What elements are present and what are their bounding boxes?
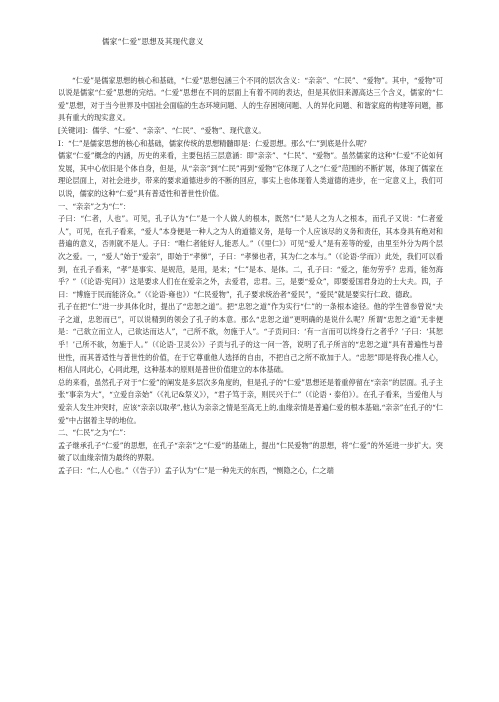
paragraph-abstract: “仁爱”是儒家思想的核心和基础，“仁爱”思想包涵三个不同的层次含义：“亲亲”、“仁民”、“爱物”。其中，“爱物”可以说是儒家“仁爱”思想的完结。“仁爱”思想在不同的层面上有着不同的表达，但是其依旧来源高达三个含义，儒家的“仁爱”思想，对于当今世界及中国社会面临的生态环境问题、人的生存困境问题、人的异化问题、和谐家庭的构建等问题，都具有重大的现实意义。	[58, 75, 443, 123]
paragraph-confucius-ren: 子曰：“仁者，人也”。可见，孔子认为“仁”是一个人做人的根本，既然“仁”是人之为人之根本，而孔子又说：“仁者爱人”，可见，在孔子看来，“爱人”本身便是一种人之为人的道德义务，是每一个人应该尽的义务和责任，其本身具有绝对和普遍的意义，否则就不是人。子曰：“唯仁者能好人,能恶人。”（《里仁》）可见“爱人”是有差等的爱，由里至外分为两个层次之爱。一，“爱人”始于“爱亲”，即始于“孝悌”，子曰：“孝悌也者，其为仁之本与。”（《论语·学而》）此处，我们可以看到，在孔子看来，“孝”是事实、是规范，是用，是末；“仁”是本、是体。二，孔子曰：“爱之，能勿劳乎？忠焉，能勿海乎？”（《论语·宪问》）这是要求人们在在爱亲之外，去爱君，忠君。三，是要“爱众”，即要爱国君身边的士大夫。四，子曰：“博施于民而能济众。”（《论语·雍也》）“仁民爱物”，孔子要求统治者“爱民”，“爱民”就是要实行仁政、德政。	[58, 214, 443, 299]
section-heading-renmin: 二、“仁民”之为“仁”：	[58, 428, 131, 438]
document-title: 儒家“仁爱”思想及其现代意义	[102, 37, 204, 46]
paragraph-mencius-quote: 孟子曰：“仁,人心也。”（《告子》）孟子认为“仁”是一种先天的东西，“恻隐之心，仁之端	[58, 466, 334, 475]
paragraph-keywords: [关键词]：儒学、“仁爱”、“亲亲”、“仁民”、“爱物”、现代意义。	[58, 125, 266, 135]
paragraph-overview: 儒家“仁爱”概念的内涵，历史的来看，主要包括三层意涵：即“亲亲”、“仁民”、“爱物”。虽然儒家的这种“仁爱”不论如何发展，其中心依旧是个体自身，但是，从“亲亲”到“仁民”再到“爱物”它体现了人之“仁爱”范围的不断扩展，体现了儒家在理论层面上，对社会进步，带来的要求道德进步的不断的回应，事实上也体现着人类道德的进步，在一定意义上，我们可以说，儒家的这种“仁爱”具有普适性和普世性价值。	[58, 151, 443, 198]
paragraph-zhongshu: 孔子在把“仁”进一步具体化时，提出了“忠恕之道”。把“忠恕之道”作为实行“仁”的一条根本途径。他的学生曾参曾说“夫子之道，忠恕而已”，可以说精到的领会了孔子的本意。那么“忠恕之道”更明确的是说什么呢？所谓“忠恕之道”无非便是：“己欲立而立人，己欲达而达人”，“己所不欲，勿施于人”。“子贡问曰：‘有一言而可以终身行之者乎？’子曰：‘其恕乎！’己所不欲，勿施于人。”（《论语·卫灵公》）子贡与孔子的这一问一答，说明了孔子所言的“忠恕之道”具有普遍性与普世性，而其普适性与普世性的价值，在于它尊重他人选择的自由，不把自己之所不欲加于人。“忠恕”即是将我心推人心，相信人同此心，心同此理，这种基本的原则是普世价值建立的本体基础。	[58, 302, 443, 375]
paragraph-intro: I：“仁”是儒家思想的核心和基础，儒家传统的思想精髓即是：仁爱思想。那么“仁”到底是什么呢？	[58, 138, 371, 148]
section-heading-qinqin: 一、“亲亲”之为“仁”：	[58, 201, 131, 211]
paragraph-mencius: 孟子继承孔子“仁爱”的思想，在孔子“亲亲”之“仁爱”的基础上，提出“仁民爱物”的思想，将“仁爱”的外延进一步扩大。突破了以血缘亲情为最终的界限。	[58, 440, 443, 463]
paragraph-summary: 总的来看，虽然孔子对于“仁爱”的阐发是多层次多角度的，但是孔子的“仁爱”思想还是着重停留在“亲亲”的层面。孔子主张“事亲为大”，“立爱自亲始”（《礼记&祭义》），“君子笃于亲，则民兴于仁”（《论语・泰伯》）。在孔子看来，当爱他人与爱亲人发生冲突时，应该“亲亲以取孝”,他认为亲亲之情是至高无上的,血缘亲情是普遍仁爱的根本基础,“亲亲”在孔子的“仁爱”中占据着主导的地位。	[58, 377, 443, 425]
